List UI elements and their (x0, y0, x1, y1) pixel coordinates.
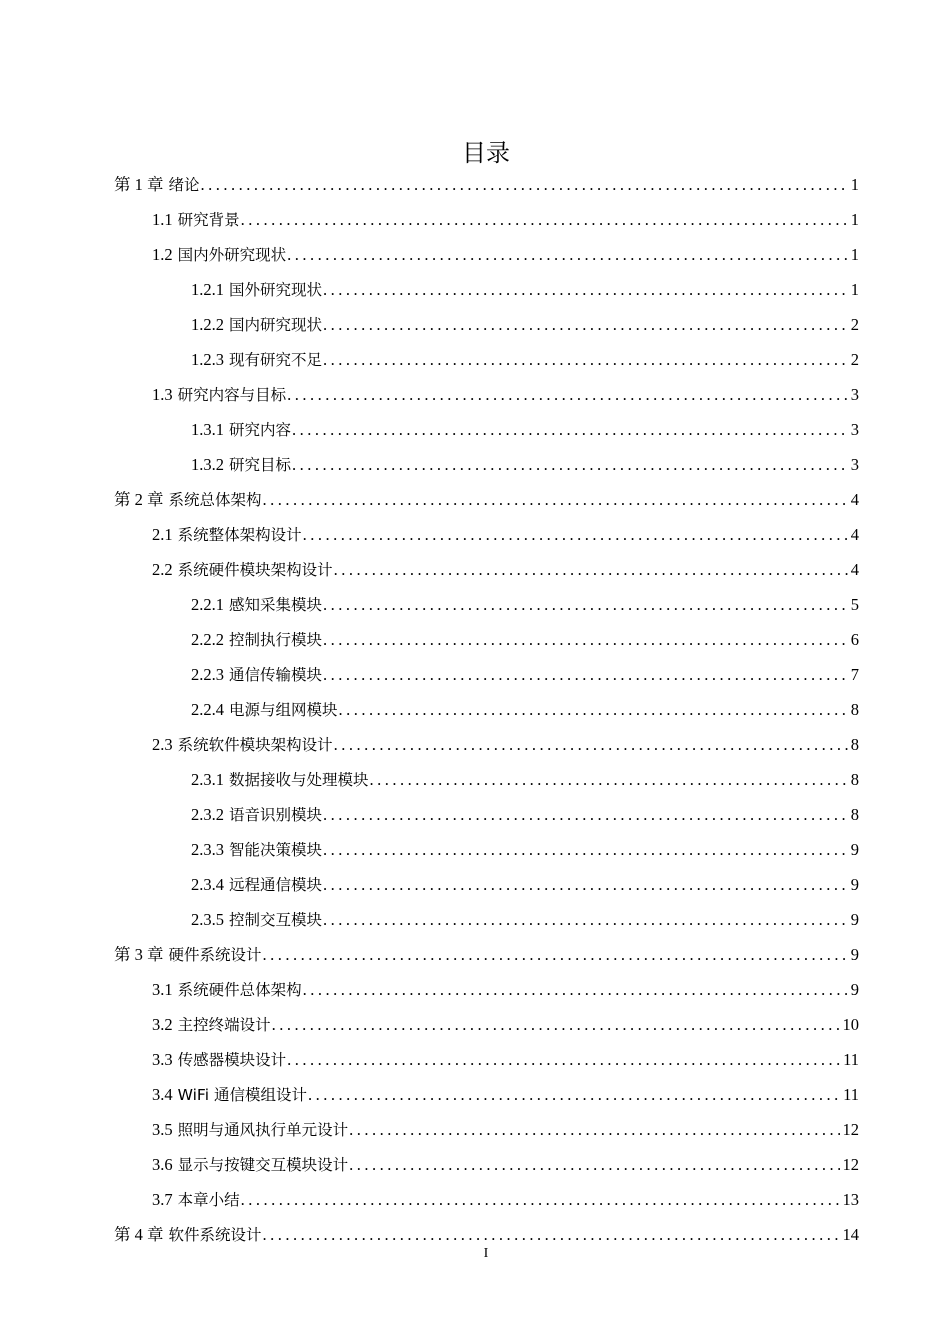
toc-title: 控制交互模块 (229, 911, 323, 929)
toc-title: 传感器模块设计 (177, 1051, 287, 1069)
toc-label (191, 832, 322, 868)
toc-dot-leader (287, 377, 848, 412)
toc-title: 数据接收与处理模块 (229, 771, 369, 789)
toc-number: 第 1 章 (114, 175, 164, 194)
toc-label (152, 1147, 348, 1183)
toc-label (191, 412, 291, 448)
toc-title: 国内研究现状 (229, 316, 323, 334)
toc-number: 2.2.3 (191, 665, 224, 684)
toc-title: 研究内容 (229, 421, 292, 439)
toc-number: 第 2 章 (114, 490, 164, 509)
toc-title: 智能决策模块 (229, 841, 323, 859)
toc-dot-leader (287, 237, 848, 272)
toc-page-number: 4 (850, 560, 859, 579)
toc-entry-18[interactable] (114, 762, 859, 797)
toc-entry-21[interactable] (114, 867, 859, 902)
toc-entry-30[interactable] (114, 1182, 859, 1217)
toc-entry-4[interactable] (114, 272, 859, 307)
toc-label (114, 482, 262, 518)
toc-page-number: 1 (850, 245, 859, 264)
toc-dot-leader (303, 972, 848, 1007)
toc-entry-17[interactable] (114, 727, 859, 762)
toc-label (191, 342, 322, 378)
toc-number: 2.3.3 (191, 840, 224, 859)
toc-label (152, 202, 240, 238)
toc-label (191, 447, 291, 483)
toc-number: 2.3 (152, 735, 173, 754)
toc-number: 2.2.4 (191, 700, 224, 719)
toc-dot-leader (334, 552, 848, 587)
toc-dot-leader (323, 902, 848, 937)
toc-title: 系统软件模块架构设计 (177, 736, 333, 754)
toc-title: 感知采集模块 (229, 596, 323, 614)
toc-label (191, 622, 322, 658)
toc-entry-12[interactable] (114, 552, 859, 587)
toc-page-number: 11 (843, 1050, 859, 1069)
toc-label (191, 692, 338, 728)
toc-entry-22[interactable] (114, 902, 859, 937)
toc-page-number: 12 (842, 1155, 859, 1174)
toc-dot-leader (349, 1147, 839, 1182)
toc-dot-leader (292, 447, 848, 482)
toc-dot-leader (287, 1042, 840, 1077)
toc-number: 1.2.2 (191, 315, 224, 334)
toc-page-number: 9 (850, 910, 859, 929)
toc-number: 2.3.2 (191, 805, 224, 824)
toc-number: 第 3 章 (114, 945, 164, 964)
toc-entry-19[interactable] (114, 797, 859, 832)
toc-dot-leader (334, 727, 848, 762)
toc-page-number: 1 (850, 175, 859, 194)
toc-page-number: 13 (842, 1190, 859, 1209)
toc-entry-3[interactable] (114, 237, 859, 272)
toc-page-number: 14 (842, 1225, 859, 1244)
toc-label (191, 867, 322, 903)
toc-page-number: 7 (850, 665, 859, 684)
toc-label (114, 937, 262, 973)
toc-number: 1.2.3 (191, 350, 224, 369)
toc-number: 3.4 (152, 1085, 173, 1104)
toc-title: 国外研究现状 (229, 281, 323, 299)
toc-label (191, 902, 322, 938)
toc-label (152, 1182, 240, 1218)
toc-number: 1.3.2 (191, 455, 224, 474)
toc-number: 2.3.1 (191, 770, 224, 789)
toc-entry-9[interactable] (114, 447, 859, 482)
toc-page-number: 5 (850, 595, 859, 614)
toc-label (191, 587, 322, 623)
toc-dot-leader (323, 272, 848, 307)
toc-page-number: 8 (850, 700, 859, 719)
toc-page-number: 3 (850, 385, 859, 404)
toc-number: 1.2 (152, 245, 173, 264)
toc-number: 2.3.5 (191, 910, 224, 929)
toc-label (191, 272, 322, 308)
toc-dot-leader (323, 657, 848, 692)
toc-page-number: 9 (850, 980, 859, 999)
toc-number: 第 4 章 (114, 1225, 164, 1244)
toc-title: 照明与通风执行单元设计 (177, 1121, 349, 1139)
toc-title: WiFi 通信模组设计 (177, 1086, 307, 1104)
toc-dot-leader (323, 342, 848, 377)
toc-label (152, 237, 286, 273)
toc-entry-26[interactable] (114, 1042, 859, 1077)
toc-label (191, 797, 322, 833)
toc-page-number: 2 (850, 315, 859, 334)
toc-entry-27[interactable] (114, 1077, 859, 1112)
table-of-contents (114, 167, 859, 1252)
toc-dot-leader (323, 622, 848, 657)
toc-title: 本章小结 (177, 1191, 240, 1209)
toc-dot-leader (339, 692, 848, 727)
toc-entry-11[interactable] (114, 517, 859, 552)
toc-dot-leader (263, 937, 848, 972)
toc-number: 3.1 (152, 980, 173, 999)
toc-title: 系统总体架构 (168, 491, 262, 509)
toc-label (152, 552, 333, 588)
toc-title: 软件系统设计 (168, 1226, 262, 1244)
toc-number: 1.2.1 (191, 280, 224, 299)
page-title: 目录 (462, 139, 510, 167)
toc-dot-leader (241, 1182, 840, 1217)
toc-number: 2.3.4 (191, 875, 224, 894)
toc-entry-10[interactable] (114, 482, 859, 517)
toc-entry-20[interactable] (114, 832, 859, 867)
toc-dot-leader (263, 482, 848, 517)
toc-page-number: 8 (850, 735, 859, 754)
toc-label (191, 657, 322, 693)
toc-label (152, 1077, 307, 1113)
toc-title: 国内外研究现状 (177, 246, 287, 264)
toc-title: 控制执行模块 (229, 631, 323, 649)
toc-number: 2.2.2 (191, 630, 224, 649)
toc-entry-1[interactable] (114, 167, 859, 202)
toc-entry-2[interactable] (114, 202, 859, 237)
toc-number: 3.2 (152, 1015, 173, 1034)
toc-page-number: 3 (850, 455, 859, 474)
toc-title: 电源与组网模块 (229, 701, 338, 719)
toc-label (152, 377, 286, 413)
toc-number: 2.2.1 (191, 595, 224, 614)
toc-entry-5[interactable] (114, 307, 859, 342)
toc-page-number: 9 (850, 875, 859, 894)
toc-entry-7[interactable] (114, 377, 859, 412)
toc-title: 系统硬件总体架构 (177, 981, 302, 999)
toc-dot-leader (303, 517, 848, 552)
toc-entry-29[interactable] (114, 1147, 859, 1182)
toc-entry-6[interactable] (114, 342, 859, 377)
toc-number: 2.2 (152, 560, 173, 579)
toc-label (114, 167, 200, 203)
toc-dot-leader (292, 412, 848, 447)
page-footer-number: I (483, 1246, 489, 1261)
toc-title: 系统整体架构设计 (177, 526, 302, 544)
toc-title: 硬件系统设计 (168, 946, 262, 964)
toc-title: 研究内容与目标 (177, 386, 287, 404)
toc-entry-13[interactable] (114, 587, 859, 622)
toc-page-number: 10 (842, 1015, 859, 1034)
toc-number: 3.7 (152, 1190, 173, 1209)
toc-entry-24[interactable] (114, 972, 859, 1007)
toc-label (191, 762, 369, 798)
toc-page-number: 6 (850, 630, 859, 649)
toc-number: 1.3.1 (191, 420, 224, 439)
toc-label (152, 1007, 271, 1043)
toc-dot-leader (323, 832, 848, 867)
toc-entry-28[interactable] (114, 1112, 859, 1147)
toc-title: 通信传输模块 (229, 666, 323, 684)
toc-title: 研究目标 (229, 456, 292, 474)
toc-number: 3.5 (152, 1120, 173, 1139)
toc-dot-leader (308, 1077, 840, 1112)
toc-dot-leader (241, 202, 848, 237)
toc-number: 3.6 (152, 1155, 173, 1174)
toc-number: 1.1 (152, 210, 173, 229)
toc-label (152, 972, 302, 1008)
toc-dot-leader (201, 167, 848, 202)
toc-label (152, 517, 302, 553)
toc-page-number: 1 (850, 210, 859, 229)
toc-page-number: 1 (850, 280, 859, 299)
toc-entry-23[interactable] (114, 937, 859, 972)
toc-dot-leader (323, 867, 848, 902)
toc-title: 绪论 (168, 176, 200, 194)
toc-page-number: 9 (850, 945, 859, 964)
toc-number: 2.1 (152, 525, 173, 544)
toc-title: 显示与按键交互模块设计 (177, 1156, 349, 1174)
toc-page-number: 8 (850, 770, 859, 789)
toc-number: 3.3 (152, 1050, 173, 1069)
toc-dot-leader (370, 762, 848, 797)
toc-dot-leader (323, 587, 848, 622)
toc-entry-8[interactable] (114, 412, 859, 447)
toc-page-number: 11 (843, 1085, 859, 1104)
toc-title: 研究背景 (177, 211, 240, 229)
toc-label (152, 727, 333, 763)
toc-page-number: 8 (850, 805, 859, 824)
toc-label (152, 1112, 348, 1148)
toc-entry-25[interactable] (114, 1007, 859, 1042)
toc-page-number: 4 (850, 525, 859, 544)
toc-page-number: 12 (842, 1120, 859, 1139)
toc-title: 现有研究不足 (229, 351, 323, 369)
toc-entry-15[interactable] (114, 657, 859, 692)
toc-label (191, 307, 322, 343)
toc-page-number: 2 (850, 350, 859, 369)
toc-label (152, 1042, 286, 1078)
toc-page-number: 3 (850, 420, 859, 439)
toc-title: 语音识别模块 (229, 806, 323, 824)
toc-title: 主控终端设计 (177, 1016, 271, 1034)
toc-title: 远程通信模块 (229, 876, 323, 894)
toc-number: 1.3 (152, 385, 173, 404)
toc-dot-leader (323, 307, 848, 342)
toc-entry-16[interactable] (114, 692, 859, 727)
toc-dot-leader (272, 1007, 840, 1042)
toc-page-number: 9 (850, 840, 859, 859)
toc-page-number: 4 (850, 490, 859, 509)
toc-dot-leader (323, 797, 848, 832)
toc-dot-leader (349, 1112, 839, 1147)
toc-title: 系统硬件模块架构设计 (177, 561, 333, 579)
toc-entry-14[interactable] (114, 622, 859, 657)
